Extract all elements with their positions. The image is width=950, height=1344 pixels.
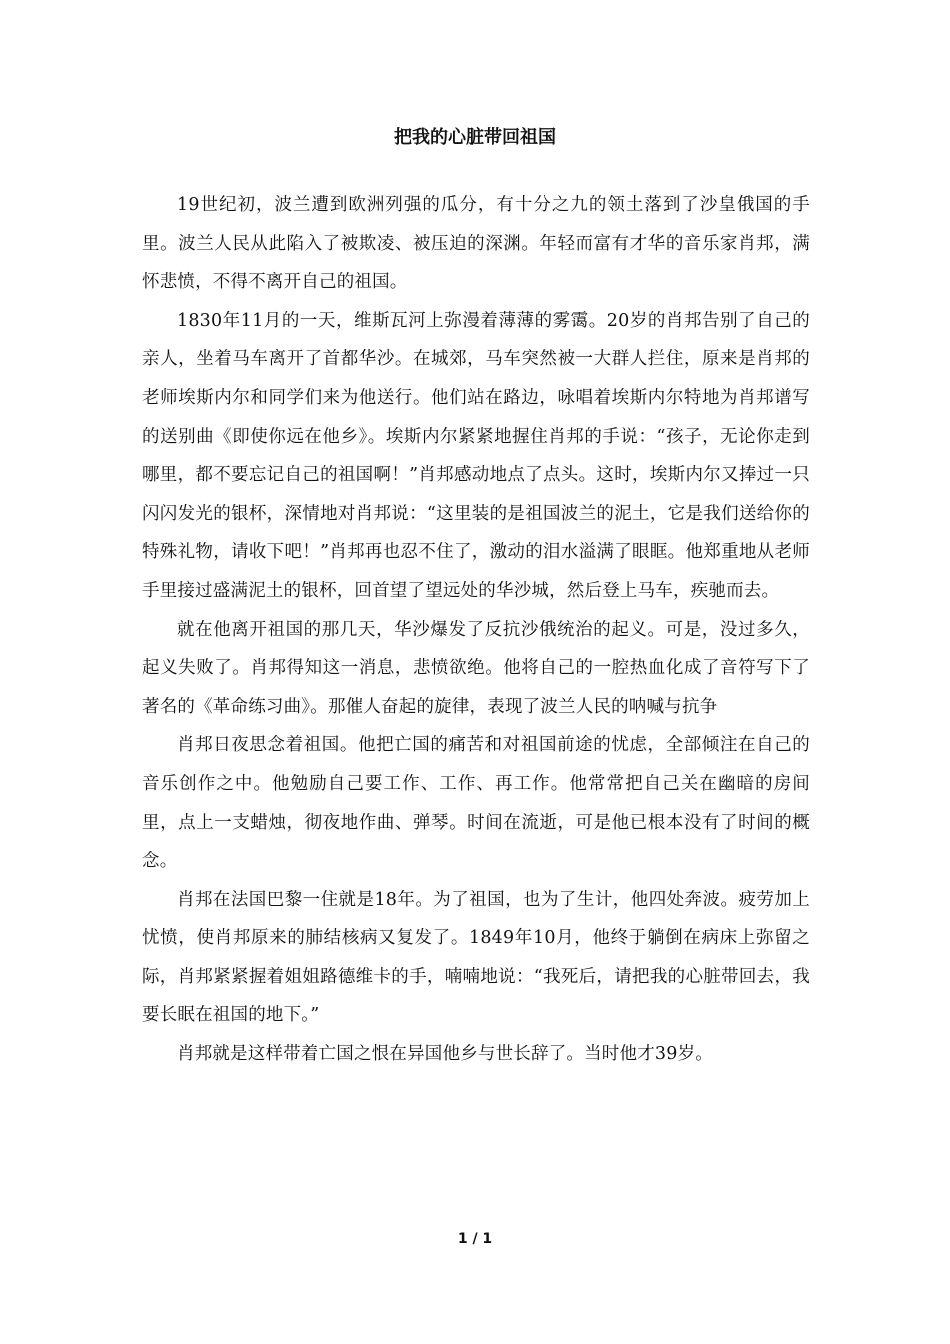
paragraph-3: 就在他离开祖国的那几天，华沙爆发了反抗沙俄统治的起义。可是，没过多久，起义失败了。肖邦得知这一消息，悲愤欲绝。他将自己的一腔热血化成了音符写下了著名的《革命练习曲》。那催人奋起的旋律，表现了波兰人民的呐喊与抗争	[142, 619, 810, 717]
paragraph-2: 1830年11月的一天，维斯瓦河上弥漫着薄薄的雾霭。20岁的肖邦告别了自己的亲人，坐着马车离开了首都华沙。在城郊，马车突然被一大群人拦住，原来是肖邦的老师埃斯内尔和同学们来为他送行。他们站在路边，咏唱着埃斯内尔特地为肖邦谱写的送别曲《即使你远在他乡》。埃斯内尔紧紧地握住肖邦的手说：“孩子，无论你走到哪里，都不要忘记自己的祖国啊！”肖邦感动地点了点头。这时，埃斯内尔又捧过一只闪闪发光的银杯，深情地对肖邦说：“这里装的是祖国波兰的泥土，它是我们送给你的特殊礼物，请收下吧！”肖邦再也忍不住了，激动的泪水溢满了眼眶。他郑重地从老师手里接过盛满泥土的银杯，回首望了望远处的华沙城，然后登上马车，疾驰而去。	[142, 310, 810, 601]
paragraph-5: 肖邦在法国巴黎一住就是18年。为了祖国，也为了生计，他四处奔波。疲劳加上忧愤，使肖邦原来的肺结核病又复发了。1849年10月，他终于躺倒在病床上弥留之际，肖邦紧紧握着姐姐路德维卡的手，喃喃地说：“我死后，请把我的心脏带回去，我要长眠在祖国的地下。”	[142, 889, 810, 1026]
paragraph-4: 肖邦日夜思念着祖国。他把亡国的痛苦和对祖国前途的忧虑，全部倾注在自己的音乐创作之中。他勉励自己要工作、工作、再工作。他常常把自己关在幽暗的房间里，点上一支蜡烛，彻夜地作曲、弹琴。时间在流逝，可是他已根本没有了时间的概念。	[142, 735, 810, 872]
page-number: 1 / 1	[457, 1231, 493, 1247]
paragraph-1: 19世纪初，波兰遭到欧洲列强的瓜分，有十分之九的领土落到了沙皇俄国的手里。波兰人民从此陷入了被欺凌、被压迫的深渊。年轻而富有才华的音乐家肖邦，满怀悲愤，不得不离开自己的祖国。	[142, 195, 810, 293]
document-body	[142, 186, 810, 1074]
paragraph-6: 肖邦就是这样带着亡国之恨在异国他乡与世长辞了。当时他才39岁。	[177, 1044, 713, 1065]
document-title: 把我的心脏带回祖国	[394, 127, 556, 148]
